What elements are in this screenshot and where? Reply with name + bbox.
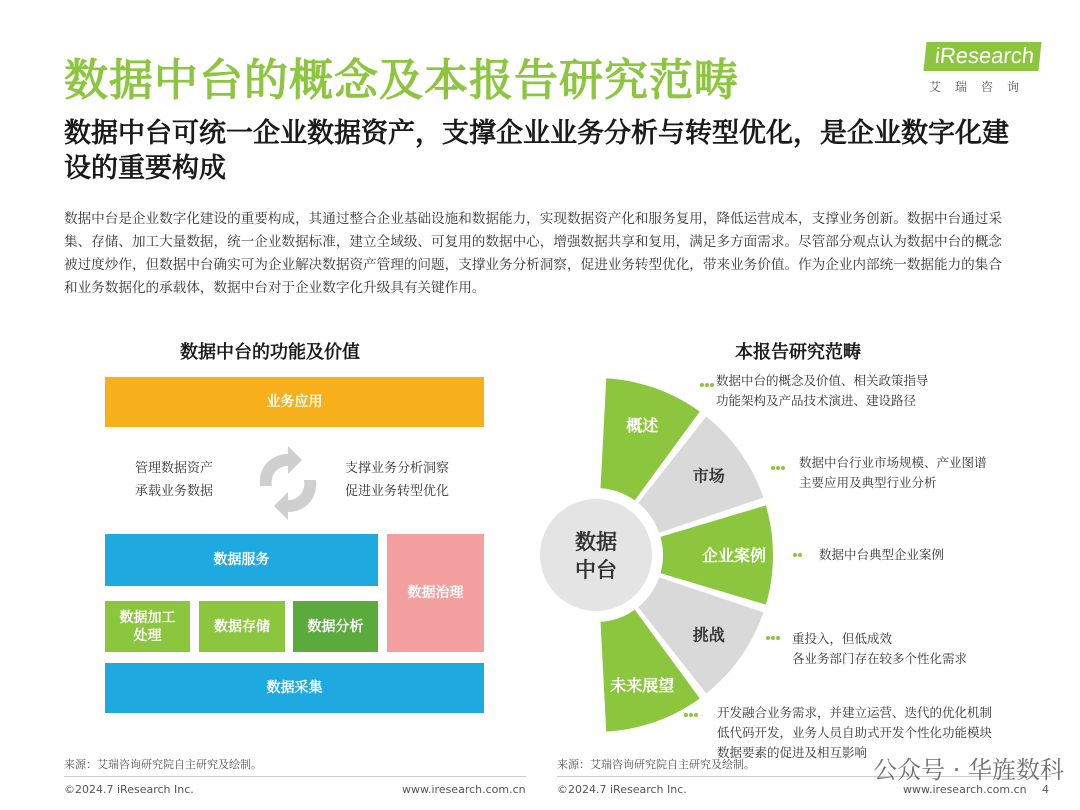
cycle-arrows-icon (252, 446, 324, 520)
arc-label-future: 未来展望 (610, 676, 675, 696)
desc-overview-2: 功能架构及产品技术演进、建设路径 (716, 393, 917, 408)
page-title: 数据中台的概念及本报告研究范畴 (64, 55, 739, 106)
desc-future-1: 开发融合业务需求，并建立运营、迭代的优化机制 (717, 705, 993, 720)
desc-future-3: 数据要素的促进及相互影响 (717, 745, 868, 760)
desc-market-1: 数据中台行业市场规模、产业图谱 (799, 455, 987, 470)
note-support-analysis: 支撑业务分析洞察 (345, 461, 450, 476)
arc-label-cases: 企业案例 (701, 546, 767, 565)
left-footer-url: www.iresearch.com.cn (402, 783, 526, 796)
right-footer-copyright: ©2024.7 iResearch Inc. (557, 783, 687, 796)
desc-cases-1: 数据中台典型企业案例 (819, 547, 945, 562)
block-data-collection: 数据采集 (105, 663, 484, 713)
block-data-storage: 数据存储 (199, 601, 285, 652)
block-business-app: 业务应用 (105, 377, 484, 427)
right-footer-url: www.iresearch.com.cn (903, 783, 1027, 796)
body-paragraph: 数据中台是企业数字化建设的重要构成，其通过整合企业基础设施和数据能力，实现数据资产化和服务复用，降低运营成本，支撑业务创新。数据中台通过采集、存储、加工大量数据，统一企业数据标准，建立全域级、可复用的数据中心，增强数据共享和复用，满足多方面需求。尽管部分观点认为数据中台的概念被过度炒作，但数据中台确实可为企业解决数据资产管理的问题，支撑业务分析洞察，促进业务转型优化，带来业务价值。作为企业内部统一数据能力的集合和业务数据化的承载体，数据中台对于企业数字化升级具有关键作用。 (64, 211, 1002, 296)
desc-market-2: 主要应用及典型行业分析 (799, 475, 937, 490)
arc-label-challenge: 挑战 (692, 625, 725, 645)
center-circle (540, 499, 652, 611)
right-heading: 本报告研究范畴 (735, 342, 861, 363)
page-subtitle: 数据中台可统一企业数据资产，支撑企业业务分析与转型优化，是企业数字化建设的重要构成 (64, 118, 1009, 184)
arc-label-overview: 概述 (626, 415, 659, 435)
center-label-1: 数据 (575, 530, 617, 554)
desc-challenge-2: 各业务部门存在较多个性化需求 (792, 651, 968, 666)
logo-subtitle: 艾瑞咨询 (929, 80, 1034, 94)
connector-dots (660, 380, 820, 740)
right-source: 来源：艾瑞咨询研究院自主研究及绘制。 (557, 758, 755, 771)
page-number: 4 (1042, 783, 1049, 796)
note-promote-transform: 促进业务转型优化 (345, 484, 450, 499)
note-carry-data: 承载业务数据 (135, 484, 214, 499)
left-footer-divider (64, 776, 526, 777)
desc-overview-1: 数据中台的概念及价值、相关政策指导 (716, 373, 929, 388)
logo-brand: iResearch (923, 42, 1041, 71)
block-data-processing: 数据加工处理 (105, 601, 190, 652)
block-data-analysis: 数据分析 (293, 601, 378, 652)
left-heading: 数据中台的功能及价值 (180, 342, 360, 363)
iresearch-logo (925, 36, 1051, 98)
desc-future-2: 低代码开发，业务人员自助式开发个性化功能模块 (717, 725, 993, 740)
arc-label-market: 市场 (692, 466, 725, 486)
left-source: 来源：艾瑞咨询研究院自主研究及绘制。 (64, 758, 262, 771)
block-data-service: 数据服务 (105, 534, 378, 586)
left-footer-copyright: ©2024.7 iResearch Inc. (64, 783, 194, 796)
note-manage-assets: 管理数据资产 (135, 461, 214, 476)
center-label-2: 中台 (575, 558, 617, 582)
desc-challenge-1: 重投入，但低成效 (792, 631, 893, 646)
watermark: 公众号 · 华旌数科 (873, 756, 1064, 784)
block-data-governance: 数据治理 (387, 534, 484, 652)
